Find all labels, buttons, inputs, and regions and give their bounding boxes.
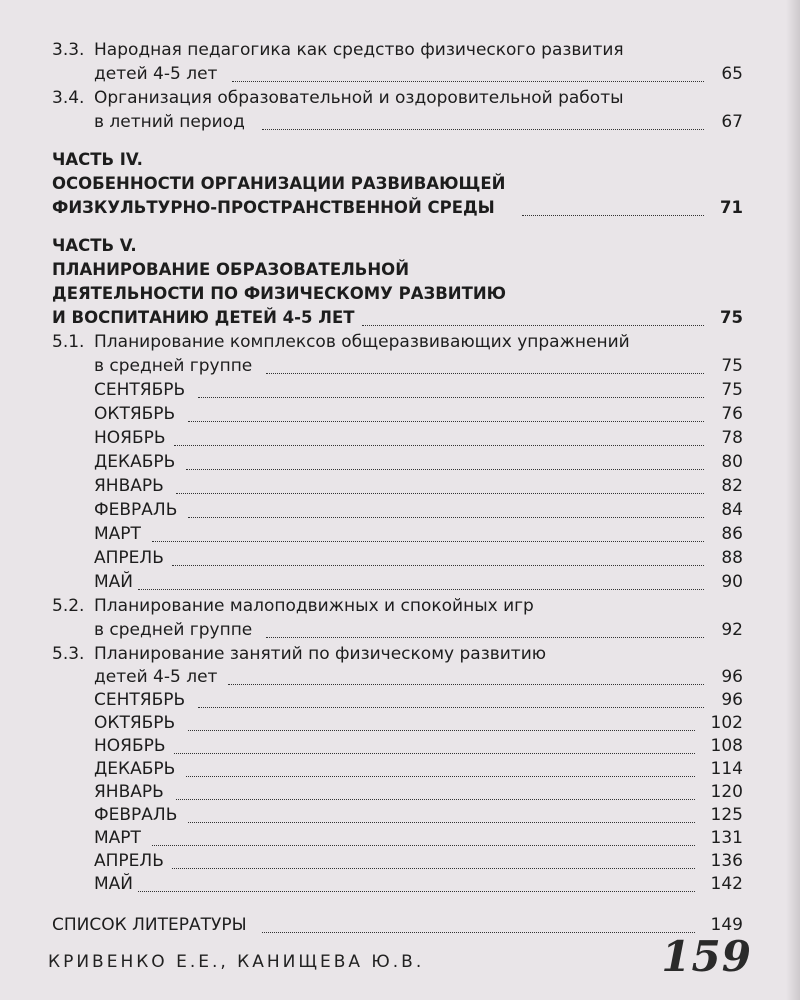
toc-entry-5-1-cont [0, 354, 800, 378]
toc-number: 5.2. [52, 596, 85, 616]
toc-page: 108 [710, 736, 743, 756]
toc-page: 75 [721, 356, 743, 376]
page-number: 159 [661, 932, 752, 981]
toc-number: 5.3. [52, 644, 85, 664]
dot-leader [172, 546, 704, 566]
toc-page: 149 [710, 915, 743, 935]
month-name: ЯНВАРЬ [94, 476, 164, 496]
toc-page: 82 [721, 476, 743, 496]
part-4-title-line2: ФИЗКУЛЬТУРНО-ПРОСТРАНСТВЕННОЙ СРЕДЫ 71 [0, 196, 800, 220]
toc-number: 3.4. [52, 88, 85, 108]
toc-entry-3-4-cont [0, 110, 800, 134]
month-name: ДЕКАБРЬ [94, 452, 176, 472]
toc-page: 142 [710, 874, 743, 894]
month-entry [0, 498, 800, 522]
toc-page: 88 [721, 548, 743, 568]
month-entry [0, 780, 800, 804]
toc-title: Планирование малоподвижных и спокойных игр [94, 596, 534, 616]
toc-entry-5-2 [0, 594, 800, 618]
month-name: МАЙ [94, 572, 134, 592]
month-name: АПРЕЛЬ [94, 851, 164, 871]
part-4-label: ЧАСТЬ IV. [52, 150, 143, 169]
part-5-title-line3: И ВОСПИТАНИЮ ДЕТЕЙ 4-5 ЛЕТ 75 [0, 306, 800, 330]
dot-leader [522, 196, 704, 216]
toc-page: 92 [721, 620, 743, 640]
month-name: ОКТЯБРЬ [94, 404, 176, 424]
toc-title: в средней группе [94, 620, 253, 640]
dot-leader [198, 378, 704, 398]
part-4-title-line1: ОСОБЕННОСТИ ОРГАНИЗАЦИИ РАЗВИВАЮЩЕЙ [52, 174, 506, 193]
toc-title: Планирование комплексов общеразвивающих упражнений [94, 332, 630, 352]
toc-entry-3-3-cont [0, 62, 800, 86]
toc-page: 102 [710, 713, 743, 733]
toc-entry-3-4 [0, 86, 800, 110]
month-entry [0, 872, 800, 896]
part-5-title-line1: ПЛАНИРОВАНИЕ ОБРАЗОВАТЕЛЬНОЙ [52, 260, 410, 279]
month-entry [0, 450, 800, 474]
month-name: ФЕВРАЛЬ [94, 805, 178, 825]
toc-page: 84 [721, 500, 743, 520]
dot-leader [138, 570, 704, 590]
month-entry [0, 546, 800, 570]
dot-leader [262, 913, 695, 933]
dot-leader [186, 757, 695, 777]
toc-entry-5-1 [0, 330, 800, 354]
dot-leader [232, 62, 704, 82]
month-name: АПРЕЛЬ [94, 548, 164, 568]
toc-page: 78 [721, 428, 743, 448]
dot-leader [198, 688, 704, 708]
part-5-label: ЧАСТЬ V. [52, 236, 137, 255]
dot-leader [174, 734, 695, 754]
month-name: ЯНВАРЬ [94, 782, 164, 802]
month-name: СЕНТЯБРЬ [94, 690, 186, 710]
toc-entry-5-3 [0, 642, 800, 666]
month-entry [0, 402, 800, 426]
month-name: НОЯБРЬ [94, 736, 166, 756]
book-authors: КРИВЕНКО Е.Е., КАНИЩЕВА Ю.В. [48, 952, 425, 972]
part-5-title-line2: ДЕЯТЕЛЬНОСТИ ПО ФИЗИЧЕСКОМУ РАЗВИТИЮ [52, 284, 507, 303]
toc-page: 96 [721, 690, 743, 710]
toc-entry-5-3-cont [0, 665, 800, 689]
toc-page: 80 [721, 452, 743, 472]
toc-page: 67 [721, 112, 743, 132]
dot-leader [266, 354, 704, 374]
month-name: НОЯБРЬ [94, 428, 166, 448]
toc-title: в летний период [94, 112, 245, 132]
month-name: СЕНТЯБРЬ [94, 380, 186, 400]
dot-leader [176, 780, 695, 800]
dot-leader [152, 826, 695, 846]
page-edge-shadow [786, 0, 800, 1000]
month-entry [0, 426, 800, 450]
toc-page: 75 [720, 308, 743, 327]
toc-page: 136 [710, 851, 743, 871]
dot-leader [362, 306, 704, 326]
toc-title: Организация образовательной и оздоровительной работы [94, 88, 624, 108]
toc-page: 71 [720, 198, 743, 217]
toc-title: детей 4-5 лет [94, 667, 218, 687]
toc-page: 76 [721, 404, 743, 424]
toc-title: Народная педагогика как средство физического развития [94, 40, 624, 60]
month-name: МАРТ [94, 828, 141, 848]
dot-leader [188, 711, 695, 731]
dot-leader [174, 426, 704, 446]
toc-page: 125 [710, 805, 743, 825]
toc-number: 3.3. [52, 40, 85, 60]
month-entry [0, 734, 800, 758]
month-entry [0, 570, 800, 594]
toc-page: 114 [710, 759, 743, 779]
month-entry [0, 474, 800, 498]
toc-number: 5.1. [52, 332, 85, 352]
toc-page: 96 [721, 667, 743, 687]
month-name: МАЙ [94, 874, 134, 894]
month-entry [0, 711, 800, 735]
month-entry [0, 826, 800, 850]
dot-leader [172, 849, 695, 869]
toc-entry-5-2-cont [0, 618, 800, 642]
month-name: ДЕКАБРЬ [94, 759, 176, 779]
month-name: ОКТЯБРЬ [94, 713, 176, 733]
toc-page: 131 [710, 828, 743, 848]
dot-leader [262, 110, 704, 130]
month-entry [0, 757, 800, 781]
month-entry [0, 803, 800, 827]
month-entry [0, 849, 800, 873]
month-entry [0, 522, 800, 546]
toc-page: 86 [721, 524, 743, 544]
toc-title: СПИСОК ЛИТЕРАТУРЫ [52, 915, 247, 935]
dot-leader [188, 402, 704, 422]
toc-title: в средней группе [94, 356, 253, 376]
dot-leader [152, 522, 704, 542]
month-name: ФЕВРАЛЬ [94, 500, 178, 520]
dot-leader [186, 450, 704, 470]
dot-leader [138, 872, 695, 892]
dot-leader [228, 665, 704, 685]
toc-entry-3-3 [0, 38, 800, 62]
toc-entry-literature [0, 913, 800, 937]
month-entry [0, 688, 800, 712]
toc-title: Планирование занятий по физическому развитию [94, 644, 547, 664]
toc-page: 65 [721, 64, 743, 84]
dot-leader [266, 618, 704, 638]
dot-leader [176, 474, 704, 494]
dot-leader [188, 498, 704, 518]
toc-page: 90 [721, 572, 743, 592]
toc-title: детей 4-5 лет [94, 64, 218, 84]
dot-leader [188, 803, 695, 823]
month-name: МАРТ [94, 524, 141, 544]
toc-page: 120 [710, 782, 743, 802]
month-entry [0, 378, 800, 402]
toc-page: 75 [721, 380, 743, 400]
